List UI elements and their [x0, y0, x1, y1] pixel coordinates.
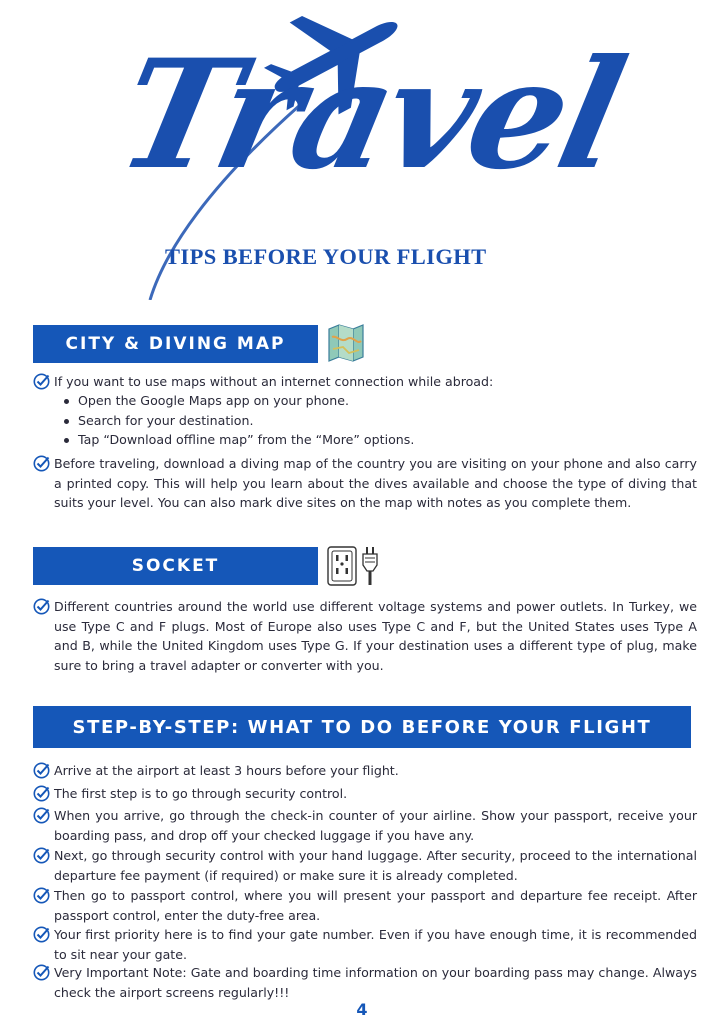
- page-header: [0, 0, 724, 300]
- socket-item: [33, 597, 697, 675]
- page-subtitle: TIPS BEFORE YOUR FLIGHT: [165, 244, 487, 269]
- map-item-offline: [33, 372, 697, 392]
- step-item-text: When you arrive, go through the check-in counter of your airline. Show your passport, receive your boarding pass, and drop off your checked luggage if you have any.: [54, 808, 697, 843]
- check-circle-icon: [33, 926, 50, 943]
- check-circle-icon: [33, 373, 50, 390]
- step-item-text: Next, go through security control with your hand luggage. After security, proceed to the international departure fee payment (if required) or make sure it is already completed.: [54, 848, 697, 883]
- step-item: [33, 963, 697, 1002]
- check-circle-icon: [33, 785, 50, 802]
- check-circle-icon: [33, 455, 50, 472]
- step-item: [33, 846, 697, 885]
- section-heading-city-diving-map: CITY & DIVING MAP: [33, 325, 318, 363]
- power-outlet-plug-icon: [326, 545, 384, 587]
- list-item: Open the Google Maps app on your phone.: [54, 391, 694, 411]
- step-item: [33, 806, 697, 845]
- travel-title: Travel: [105, 27, 635, 203]
- list-item: Search for your destination.: [54, 411, 694, 431]
- socket-item-text: Different countries around the world use different voltage systems and power outlets. In Turkey, we use Type C and F plugs. Most of Europe also uses Type C and F, but the United States uses Type A and B, while the United Kingdom uses Type G. If your destination uses a different type of plug, make sure to bring a travel adapter or converter with you.: [54, 599, 697, 673]
- check-circle-icon: [33, 964, 50, 981]
- step-item-text: Your first priority here is to find your gate number. Even if you have enough time, it is recommended to sit near your gate.: [54, 927, 697, 962]
- map-item-diving-text: Before traveling, download a diving map of the country you are visiting on your phone and also carry a printed copy. This will help you learn about the dives available and choose the type of diving that suits your level. You can also mark dive sites on the map with notes as you complete them.: [54, 456, 697, 510]
- check-circle-icon: [33, 762, 50, 779]
- step-item-text: The first step is to go through security control.: [54, 786, 348, 801]
- page-number: 4: [356, 1000, 368, 1019]
- step-item-text: Then go to passport control, where you will present your passport and departure fee receipt. After passport control, enter the duty-free area.: [54, 888, 697, 923]
- check-circle-icon: [33, 598, 50, 615]
- map-item-offline-text: If you want to use maps without an internet connection while abroad:: [54, 374, 494, 389]
- step-item-text: Very Important Note: Gate and boarding time information on your boarding pass may change. Always check the airport screens regularly!!!: [54, 965, 697, 1000]
- map-item-diving: [33, 454, 697, 513]
- step-item: [33, 784, 697, 804]
- check-circle-icon: [33, 807, 50, 824]
- list-item: Tap “Download offline map” from the “More” options.: [54, 430, 694, 450]
- check-circle-icon: [33, 847, 50, 864]
- step-item: [33, 761, 697, 781]
- step-item: [33, 886, 697, 925]
- section-heading-socket: SOCKET: [33, 547, 318, 585]
- offline-map-steps: [54, 391, 694, 450]
- check-circle-icon: [33, 887, 50, 904]
- step-item: [33, 925, 697, 964]
- folded-map-icon: [327, 323, 365, 363]
- step-item-text: Arrive at the airport at least 3 hours before your flight.: [54, 763, 399, 778]
- section-heading-steps: STEP-BY-STEP: WHAT TO DO BEFORE YOUR FLIGHT: [33, 706, 691, 748]
